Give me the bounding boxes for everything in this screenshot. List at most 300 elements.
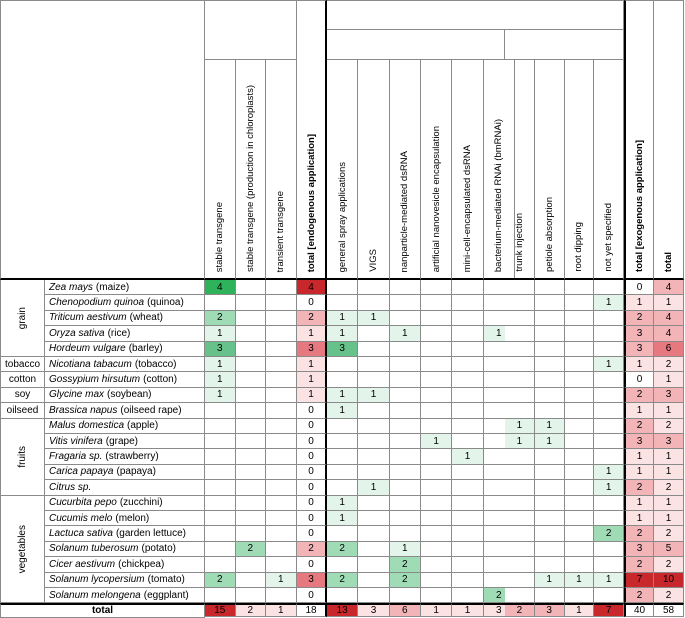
other-cell: 1 [594, 465, 624, 480]
other-cell [594, 342, 624, 357]
other-cell [594, 388, 624, 403]
spray-cell [421, 372, 452, 387]
spray-cell [390, 434, 421, 449]
total-other-cell: 1 [565, 603, 595, 617]
spray-cell [421, 526, 452, 541]
endo-cell [266, 434, 297, 449]
other-col-label: petiole absorption [543, 197, 555, 272]
crop-group [0, 496, 45, 604]
other-col-label: root dipping [573, 222, 585, 272]
spray-cell: 1 [421, 434, 452, 449]
spray-cell [358, 434, 389, 449]
crop-scientific-name: Cicer aestivum [49, 558, 116, 570]
other-col-header [594, 60, 624, 280]
endo-cell [266, 388, 297, 403]
endo-cell [205, 403, 236, 418]
endo-cell: 1 [205, 326, 236, 341]
total-endogenous-cell: 1 [297, 388, 327, 403]
total-endogenous-cell: 0 [297, 419, 327, 434]
spray-cell [452, 557, 483, 572]
total-endogenous-cell: 1 [297, 326, 327, 341]
other-cell [565, 465, 595, 480]
crop-common-name: (grape) [105, 435, 138, 447]
other-cell [565, 372, 595, 387]
spray-cell: 2 [390, 557, 421, 572]
total-endogenous-cell: 2 [297, 311, 327, 326]
total-exogenous-cell: 2 [624, 419, 654, 434]
other-header [505, 30, 624, 60]
spray-cell [327, 295, 358, 310]
total-cell: 1 [654, 403, 684, 418]
other-cell [594, 372, 624, 387]
other-cell: 1 [505, 434, 535, 449]
other-cell [535, 280, 565, 295]
crop-name [45, 557, 205, 572]
endo-cell [205, 480, 236, 495]
other-cell: 1 [594, 573, 624, 588]
total-exogenous-cell: 2 [624, 311, 654, 326]
endo-cell [266, 496, 297, 511]
spray-cell [390, 526, 421, 541]
total-other-cell: 7 [594, 603, 624, 617]
endo-cell [236, 465, 267, 480]
spray-cell [358, 280, 389, 295]
endo-cell: 4 [205, 280, 236, 295]
total-cell: 4 [654, 311, 684, 326]
endo-cell [236, 372, 267, 387]
total-endogenous-cell: 0 [297, 403, 327, 418]
other-cell [535, 388, 565, 403]
crop-scientific-name: Vitis vinifera [49, 435, 103, 447]
crop-common-name: (rice) [107, 327, 131, 339]
other-cell: 2 [594, 526, 624, 541]
crop-name [45, 526, 205, 541]
endo-cell: 1 [266, 573, 297, 588]
spray-cell [421, 357, 452, 372]
endo-cell [236, 526, 267, 541]
spray-cell [452, 496, 483, 511]
spray-cell [421, 419, 452, 434]
crop-name [45, 480, 205, 495]
total-exogenous-cell: 3 [624, 326, 654, 341]
crop-group [0, 280, 45, 357]
endo-cell [236, 496, 267, 511]
total-endo-cell: 15 [205, 603, 236, 617]
crop-common-name: (soybean) [107, 389, 152, 401]
spray-cell [452, 480, 483, 495]
spray-col-header [421, 60, 452, 280]
crop-name [45, 588, 205, 603]
total-exogenous-cell: 3 [624, 434, 654, 449]
spray-col-label: general spray applications [336, 161, 348, 272]
spray-cell [452, 311, 483, 326]
total-cell: 2 [654, 357, 684, 372]
total-exogenous-cell: 1 [624, 295, 654, 310]
other-cell [594, 496, 624, 511]
endo-cell [266, 295, 297, 310]
spray-cell [390, 480, 421, 495]
spray-cell [358, 511, 389, 526]
endo-cell [236, 311, 267, 326]
endo-col-label: stable transgene (production in chloroplasts) [244, 85, 256, 272]
endo-cell [266, 511, 297, 526]
spray-cell [452, 357, 483, 372]
spray-cell [390, 496, 421, 511]
endo-cell [236, 280, 267, 295]
crop-group-label: cotton [8, 374, 37, 386]
total-endo-cell: 1 [266, 603, 297, 617]
other-cell [565, 557, 595, 572]
total-cell: 1 [654, 449, 684, 464]
spray-cell [452, 326, 483, 341]
other-cell [535, 465, 565, 480]
other-cell: 1 [594, 480, 624, 495]
other-cell [535, 496, 565, 511]
spray-cell: 2 [390, 573, 421, 588]
other-cell [594, 542, 624, 557]
crop-common-name: (zucchini) [119, 497, 163, 509]
total-cell: 4 [654, 280, 684, 295]
total-endogenous-label: total [endogenous application] [305, 133, 317, 272]
spray-cell [327, 372, 358, 387]
crop-common-name: (potato) [141, 543, 176, 555]
other-col-label: trunk injection [513, 213, 525, 272]
spray-cell [452, 511, 483, 526]
other-cell [565, 419, 595, 434]
total-cell: 1 [654, 511, 684, 526]
spray-cell: 2 [327, 542, 358, 557]
spray-cell [452, 588, 483, 603]
endo-cell [205, 434, 236, 449]
crop-name [45, 449, 205, 464]
spray-cell [358, 372, 389, 387]
endo-cell [266, 588, 297, 603]
endo-cell [266, 419, 297, 434]
spray-cell: 1 [327, 496, 358, 511]
spray-cell [358, 449, 389, 464]
crop-scientific-name: Cucumis melo [49, 512, 113, 524]
crop-group-label: oilseed [6, 404, 39, 416]
crop-name [45, 388, 205, 403]
endo-cell [205, 449, 236, 464]
endo-cell [266, 557, 297, 572]
other-cell [505, 403, 535, 418]
spray-cell [327, 357, 358, 372]
total-endo-cell: 2 [236, 603, 267, 617]
spray-cell [452, 403, 483, 418]
other-cell [505, 449, 535, 464]
other-cell [505, 357, 535, 372]
spray-cell [327, 588, 358, 603]
total-cell: 6 [654, 342, 684, 357]
total-cell: 1 [654, 465, 684, 480]
crop-scientific-name: Nicotiana tabacum [49, 358, 132, 370]
spray-cell: 3 [327, 342, 358, 357]
total-endogenous-cell: 0 [297, 526, 327, 541]
spray-cell [452, 280, 483, 295]
crop-scientific-name: Solanum melongena [49, 589, 141, 601]
total-exogenous-cell: 3 [624, 342, 654, 357]
total-endogenous-cell: 3 [297, 342, 327, 357]
other-cell [505, 511, 535, 526]
endogenous-header [205, 0, 297, 60]
other-cell [565, 280, 595, 295]
endo-cell: 3 [205, 342, 236, 357]
other-cell [565, 588, 595, 603]
spray-cell [421, 573, 452, 588]
endo-cell [266, 480, 297, 495]
endo-cell [205, 588, 236, 603]
crop-common-name: (melon) [115, 512, 150, 524]
total-header [654, 0, 684, 280]
total-cell: 1 [654, 295, 684, 310]
total-exogenous-sum: 40 [624, 603, 654, 617]
other-cell [505, 588, 535, 603]
total-exogenous-cell: 1 [624, 449, 654, 464]
total-exogenous-cell: 1 [624, 496, 654, 511]
total-exogenous-cell: 2 [624, 388, 654, 403]
crop-name [45, 496, 205, 511]
crop-header [0, 0, 205, 280]
spray-col-header [327, 60, 358, 280]
crop-name [45, 311, 205, 326]
total-cell: 3 [654, 434, 684, 449]
total-exogenous-cell: 2 [624, 480, 654, 495]
spray-cell [358, 342, 389, 357]
other-cell [565, 511, 595, 526]
total-label: total [663, 251, 674, 272]
crop-group-label: vegetables [17, 524, 28, 574]
total-exogenous-label: total [exogenous application] [634, 140, 645, 272]
other-cell [565, 449, 595, 464]
endo-cell [205, 511, 236, 526]
other-col-header [565, 60, 595, 280]
crop-common-name: (quinoa) [147, 297, 184, 309]
total-endogenous-cell: 0 [297, 480, 327, 495]
spray-cell [390, 449, 421, 464]
other-cell: 1 [535, 573, 565, 588]
endo-cell: 1 [205, 388, 236, 403]
spray-cell [390, 280, 421, 295]
crop-common-name: (strawberry) [105, 451, 159, 463]
other-cell: 1 [505, 419, 535, 434]
other-cell [535, 557, 565, 572]
endo-cell: 2 [236, 542, 267, 557]
crop-name [45, 280, 205, 295]
spray-cell: 2 [484, 588, 515, 603]
spray-cell [327, 526, 358, 541]
crop-scientific-name: Malus domestica [49, 420, 125, 432]
other-cell [565, 357, 595, 372]
total-cell: 2 [654, 526, 684, 541]
spray-cell: 1 [327, 388, 358, 403]
endo-cell [205, 496, 236, 511]
other-cell [535, 357, 565, 372]
totals-label: total [0, 603, 205, 618]
spray-cell [358, 588, 389, 603]
other-cell [594, 311, 624, 326]
endo-cell [266, 342, 297, 357]
grand-total: 58 [654, 603, 684, 617]
spray-cell [358, 465, 389, 480]
endo-cell [266, 449, 297, 464]
total-exogenous-cell: 1 [624, 465, 654, 480]
other-cell [505, 311, 535, 326]
other-cell [594, 511, 624, 526]
spray-cell [421, 449, 452, 464]
total-exogenous-cell: 2 [624, 526, 654, 541]
spray-col-label: bacterium-mediated RNAi (bmRNAi) [493, 118, 505, 272]
total-other-cell: 3 [535, 603, 565, 617]
other-col-header [505, 60, 535, 280]
endo-cell: 1 [205, 372, 236, 387]
total-cell: 10 [654, 573, 684, 588]
spray-cell [452, 434, 483, 449]
spray-cell [390, 588, 421, 603]
spray-cell [421, 496, 452, 511]
spray-cell [327, 449, 358, 464]
spray-cell [421, 465, 452, 480]
spray-cell [358, 526, 389, 541]
other-cell [565, 480, 595, 495]
total-spray-cell: 6 [390, 603, 421, 617]
crop-group [0, 403, 45, 418]
spray-cell [452, 295, 483, 310]
total-cell: 2 [654, 557, 684, 572]
crop-scientific-name: Glycine max [49, 389, 105, 401]
crop-common-name: (papaya) [116, 466, 156, 478]
spray-cell: 1 [358, 388, 389, 403]
spray-cell [390, 357, 421, 372]
spray-cell [358, 573, 389, 588]
crop-scientific-name: Chenopodium quinoa [49, 297, 145, 309]
endo-cell [205, 526, 236, 541]
crop-scientific-name: Solanum tuberosum [49, 543, 139, 555]
spray-cell [421, 326, 452, 341]
other-cell [565, 434, 595, 449]
endo-cell [236, 295, 267, 310]
other-cell [505, 465, 535, 480]
endo-cell [266, 465, 297, 480]
endo-col-header [205, 60, 236, 280]
spray-header [327, 30, 505, 60]
crop-common-name: (garden lettuce) [115, 528, 186, 540]
spray-cell [452, 526, 483, 541]
total-cell: 1 [654, 372, 684, 387]
other-cell [565, 388, 595, 403]
endo-col-label: transient transgene [275, 190, 287, 272]
crop-group [0, 419, 45, 496]
crop-scientific-name: Solanum lycopersium [49, 574, 145, 586]
other-cell [535, 311, 565, 326]
total-spray-cell: 3 [358, 603, 389, 617]
total-other-cell: 2 [505, 603, 535, 617]
other-cell [505, 573, 535, 588]
spray-col-label: VIGS [367, 249, 379, 272]
other-cell [505, 342, 535, 357]
other-cell [565, 496, 595, 511]
spray-cell: 1 [358, 480, 389, 495]
other-cell [594, 403, 624, 418]
total-endogenous-cell: 0 [297, 557, 327, 572]
other-cell [535, 511, 565, 526]
spray-cell [327, 434, 358, 449]
spray-cell: 1 [390, 326, 421, 341]
total-endogenous-cell: 0 [297, 465, 327, 480]
spray-cell [452, 465, 483, 480]
endo-cell [236, 557, 267, 572]
spray-cell [421, 280, 452, 295]
other-cell [565, 295, 595, 310]
crop-common-name: (tomato) [147, 574, 185, 586]
endo-cell [205, 465, 236, 480]
endo-cell [236, 480, 267, 495]
endo-cell [266, 311, 297, 326]
other-cell [535, 480, 565, 495]
crop-name [45, 295, 205, 310]
spray-cell [421, 588, 452, 603]
endo-cell [266, 542, 297, 557]
endo-cell [236, 573, 267, 588]
spray-cell [390, 403, 421, 418]
other-col-label: not yet specified [603, 203, 615, 272]
spray-cell [452, 542, 483, 557]
endo-cell [236, 511, 267, 526]
other-cell [565, 542, 595, 557]
total-exogenous-cell: 7 [624, 573, 654, 588]
other-cell [565, 526, 595, 541]
other-cell [565, 311, 595, 326]
other-cell [535, 526, 565, 541]
other-cell [565, 342, 595, 357]
other-cell [505, 388, 535, 403]
crop-name [45, 573, 205, 588]
other-cell [505, 496, 535, 511]
crop-group [0, 372, 45, 387]
crop-scientific-name: Carica papaya [49, 466, 114, 478]
total-endogenous-cell: 0 [297, 449, 327, 464]
endo-col-label: stable transgene [214, 201, 226, 272]
other-cell: 1 [594, 295, 624, 310]
spray-cell [358, 419, 389, 434]
endo-cell [266, 326, 297, 341]
other-cell [594, 434, 624, 449]
total-endogenous-cell: 2 [297, 542, 327, 557]
spray-cell [327, 480, 358, 495]
total-cell: 5 [654, 542, 684, 557]
spray-cell: 2 [327, 573, 358, 588]
spray-cell: 1 [358, 311, 389, 326]
spray-cell [421, 295, 452, 310]
endo-cell [205, 542, 236, 557]
spray-col-label: nanparticle-mediated dsRNA [399, 150, 411, 272]
other-cell [505, 372, 535, 387]
crop-group-label: tobacco [4, 358, 41, 370]
crop-common-name: (cotton) [143, 374, 178, 386]
endo-cell [236, 388, 267, 403]
crop-common-name: (wheat) [129, 312, 163, 324]
crop-scientific-name: Gossypium hirsutum [49, 374, 141, 386]
endo-cell [236, 342, 267, 357]
crop-name [45, 465, 205, 480]
total-exogenous-cell: 1 [624, 403, 654, 418]
total-exogenous-cell: 2 [624, 557, 654, 572]
endo-cell [205, 557, 236, 572]
total-endogenous-cell: 0 [297, 434, 327, 449]
spray-cell [390, 295, 421, 310]
spray-cell [390, 465, 421, 480]
spray-cell [421, 403, 452, 418]
